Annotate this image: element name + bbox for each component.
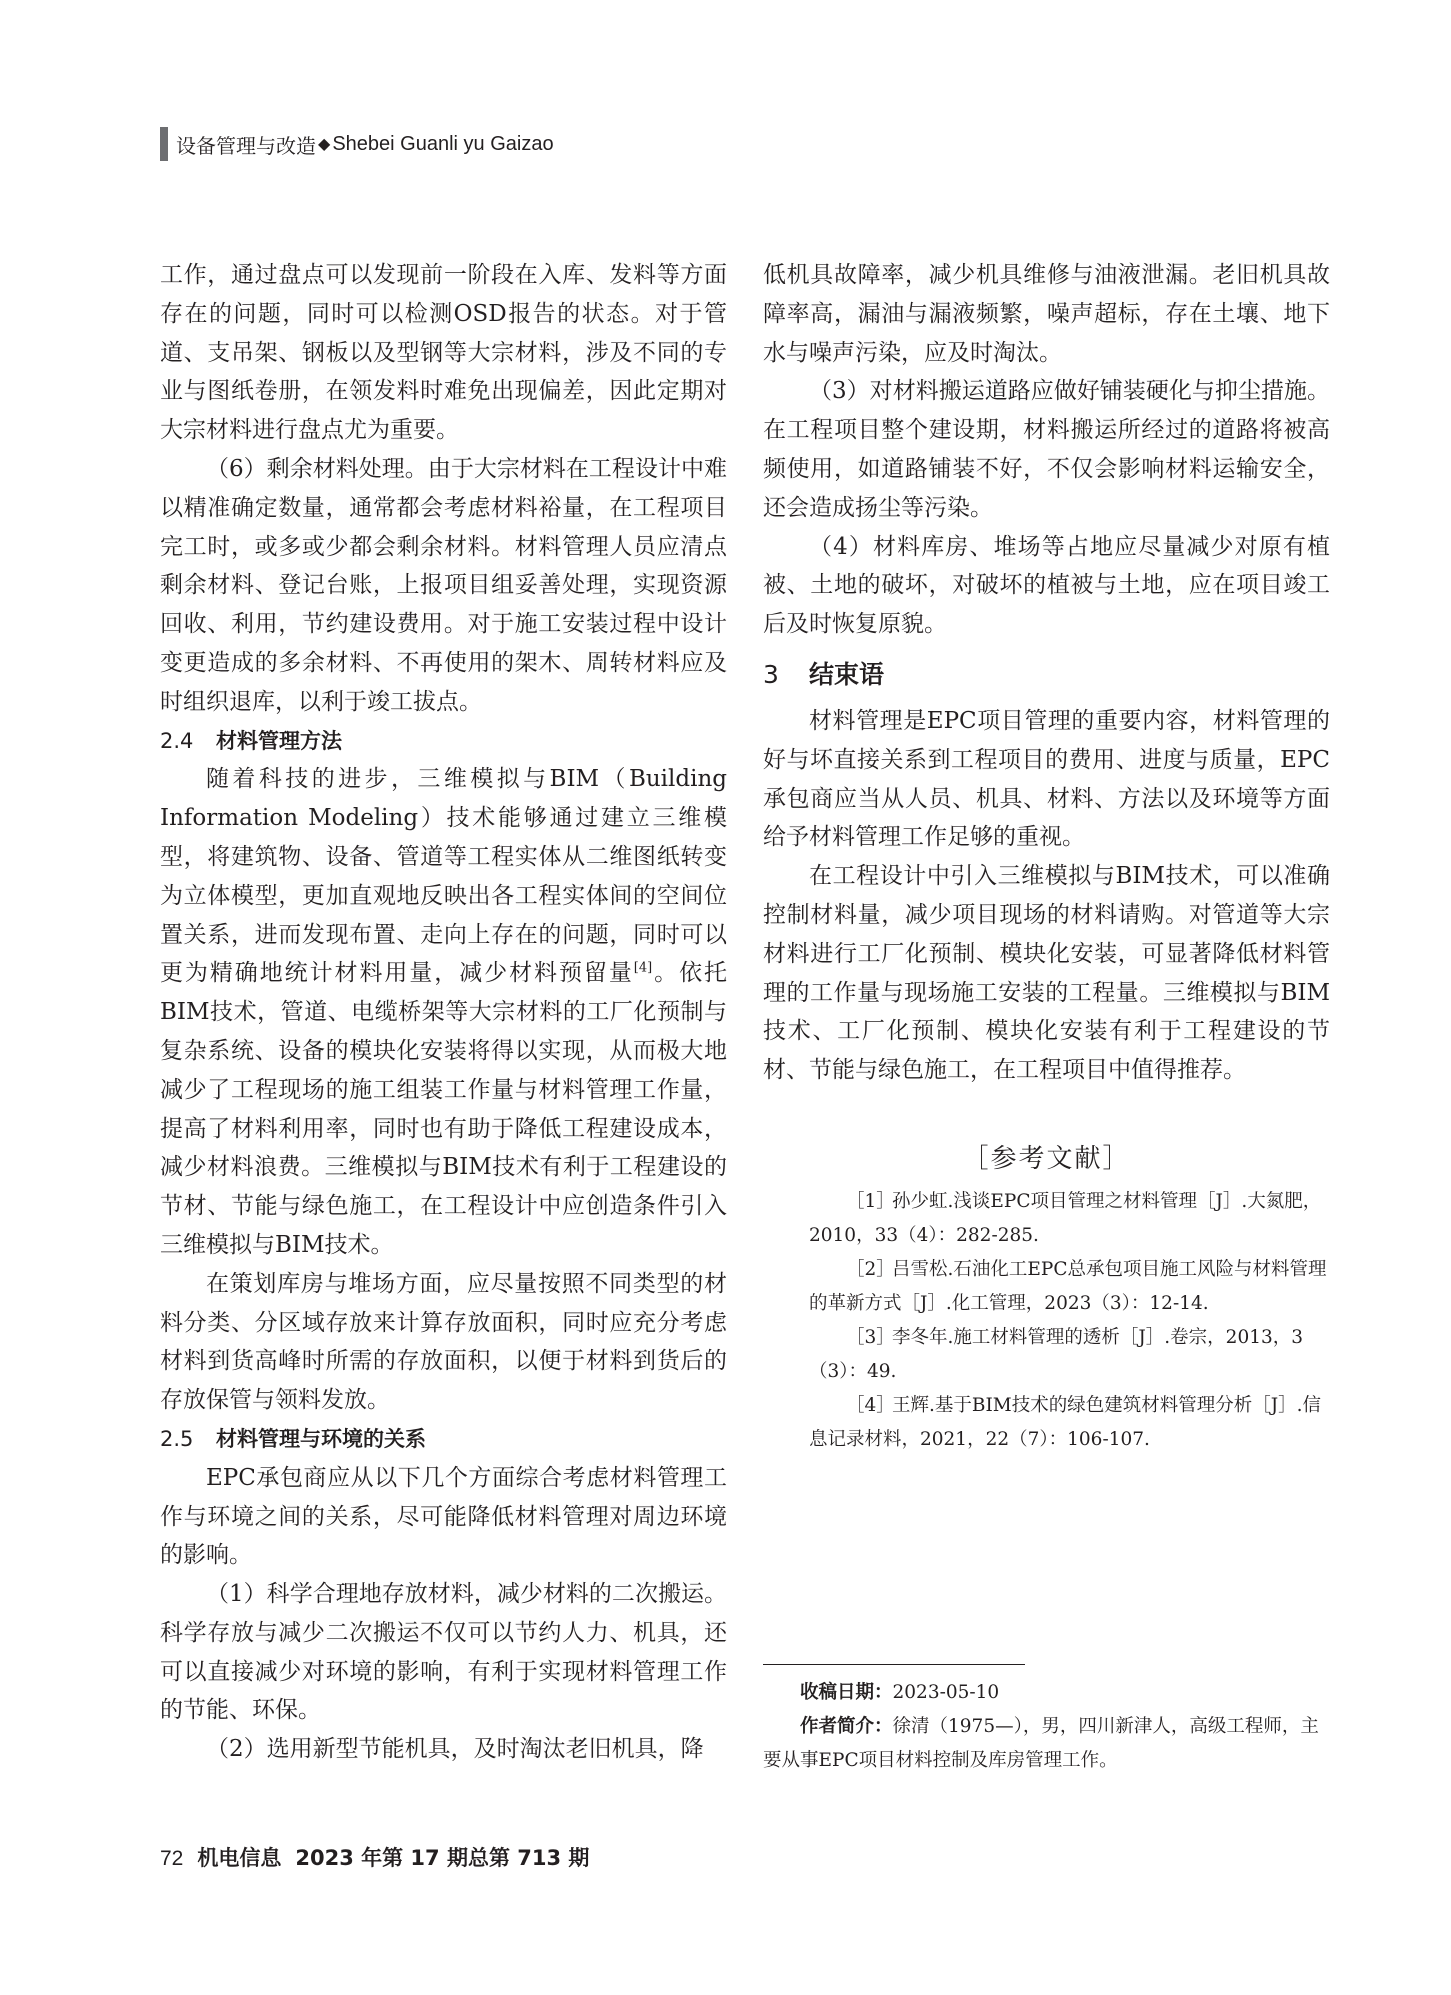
received-value: 2023-05-10 [892, 1682, 1000, 1703]
author-value: 徐清（1975—），男，四川新津人，高级工程师，主要从事EPC项目材料控制及库房管理工作。 [763, 1716, 1319, 1771]
footer-journal: 机电信息 [197, 1846, 282, 1870]
header-journal-pinyin: Shebei Guanli yu Gaizao [332, 132, 554, 155]
section-number: 2.4 [160, 728, 194, 753]
section-title: 材料管理方法 [216, 728, 342, 753]
section-number: 3 [763, 659, 779, 689]
paragraph: 工作，通过盘点可以发现前一阶段在入库、发料等方面存在的问题，同时可以检测OSD报告的状态。对于管道、支吊架、钢板以及型钢等大宗材料，涉及不同的专业与图纸卷册，在领发料时难免出现偏差，因此定期对大宗材料进行盘点尤为重要。 [160, 262, 727, 444]
paragraph: （6）剩余材料处理。由于大宗材料在工程设计中难以精准确定数量，通常都会考虑材料裕量，在工程项目完工时，或多或少都会剩余材料。材料管理人员应清点剩余材料、登记台账，上报项目组妥善处理，实现资源回收、利用，节约建设费用。对于施工安装过程中设计变更造成的多余材料、不再使用的架木、周转材料应及时组织退库，以利于竣工拔点。 [160, 455, 727, 715]
reference-number: ［3］ [846, 1326, 895, 1348]
paragraph: （4）材料库房、堆场等占地应尽量减少对原有植被、土地的破坏，对破坏的植被与土地，应在项目竣工后及时恢复原貌。 [763, 533, 1330, 638]
paragraph [160, 760, 727, 1264]
author-bio [763, 1710, 1330, 1778]
section-title: 结束语 [809, 659, 885, 689]
paragraph-text: 随着科技的进步，三维模拟与BIM（Building Information Modeling）技术能够通过建立三维模型，将建筑物、设备、管道等工程实体从二维图纸转变为立体模型，更加直观地反映出各工程实体间的空间位置关系，进而发现布置、走向上存在的问题，同时可以更为精确地统计材料用量，减少材料预留量 [160, 766, 727, 987]
paragraph: （3）对材料搬运道路应做好铺装硬化与抑尘措施。在工程项目整个建设期，材料搬运所经过的道路将被高频使用，如道路铺装不好，不仅会影响材料运输安全，还会造成扬尘等污染。 [763, 378, 1330, 521]
running-header [160, 128, 554, 160]
received-label: 收稿日期： [800, 1682, 893, 1703]
reference-number: ［4］ [846, 1394, 895, 1416]
right-column [763, 256, 1330, 1457]
reference-item [763, 1389, 1330, 1457]
received-date [763, 1676, 1330, 1710]
author-label: 作者简介： [800, 1716, 893, 1737]
footnote-divider [763, 1664, 1025, 1665]
paragraph: （2）选用新型节能机具，及时淘汰老旧机具，降 [206, 1736, 704, 1763]
section-heading-2-5 [160, 1420, 727, 1459]
paragraph: 在工程设计中引入三维模拟与BIM技术，可以准确控制材料量，减少项目现场的材料请购。对管道等大宗材料进行工厂化预制、模块化安装，可显著降低材料管理的工作量与现场施工安装的工程量。三维模拟与BIM技术、工厂化预制、模块化安装有利于工程建设的节材、节能与绿色施工，在工程项目中值得推荐。 [763, 863, 1330, 1084]
footer-issue: 2023 年第 17 期总第 713 期 [295, 1846, 590, 1870]
paragraph: EPC承包商应从以下几个方面综合考虑材料管理工作与环境之间的关系，尽可能降低材料管理对周边环境的影响。 [160, 1464, 727, 1569]
reference-number: ［2］ [846, 1258, 895, 1280]
reference-item [763, 1253, 1330, 1321]
citation-superscript: [4] [633, 960, 653, 976]
references-title: ［参考文献］ [962, 1143, 1131, 1174]
page-number: 72 [160, 1847, 184, 1870]
header-bar [160, 127, 168, 161]
reference-text: 吕雪松.石油化工EPC总承包项目施工风险与材料管理的革新方式［J］.化工管理，2023（3）：12-14. [809, 1258, 1327, 1314]
paragraph: （1）科学合理地存放材料，减少材料的二次搬运。科学存放与减少二次搬运不仅可以节约人力、机具，还可以直接减少对环境的影响，有利于实现材料管理工作的节能、环保。 [160, 1581, 727, 1724]
left-column [160, 256, 727, 1769]
section-heading-3 [763, 652, 1330, 698]
reference-text: 李冬年.施工材料管理的透析［J］.卷宗，2013，3（3）：49. [809, 1326, 1304, 1382]
reference-list [763, 1185, 1330, 1457]
page-footer [160, 1842, 589, 1872]
section-heading-2-4 [160, 722, 727, 761]
section-number: 2.5 [160, 1426, 194, 1451]
footnote [763, 1676, 1330, 1778]
header-journal-cn: 设备管理与改造 [176, 135, 316, 158]
reference-text: 王辉.基于BIM技术的绿色建筑材料管理分析［J］.信息记录材料，2021，22（7）：106-107. [809, 1394, 1322, 1450]
paragraph: 在策划库房与堆场方面，应尽量按照不同类型的材料分类、分区域存放来计算存放面积，同时应充分考虑材料到货高峰时所需的存放面积，以便于材料到货后的存放保管与领料发放。 [160, 1270, 727, 1414]
section-title: 材料管理与环境的关系 [216, 1426, 426, 1451]
reference-item [763, 1321, 1330, 1389]
reference-item [763, 1185, 1330, 1253]
reference-number: ［1］ [846, 1190, 895, 1212]
paragraph-text: 。依托BIM技术，管道、电缆桥架等大宗材料的工厂化预制与复杂系统、设备的模块化安装将得以实现，从而极大地减少了工程现场的施工组装工作量与材料管理工作量，提高了材料利用率，同时也有助于降低工程建设成本，减少材料浪费。三维模拟与BIM技术有利于工程建设的节材、节能与绿色施工，在工程设计中应创造条件引入三维模拟与BIM技术。 [160, 960, 728, 1258]
diamond-icon: ◆ [318, 136, 331, 153]
paragraph: 材料管理是EPC项目管理的重要内容，材料管理的好与坏直接关系到工程项目的费用、进度与质量，EPC承包商应当从人员、机具、材料、方法以及环境等方面给予材料管理工作足够的重视。 [763, 707, 1330, 851]
reference-text: 孙少虹.浅谈EPC项目管理之材料管理［J］.大氮肥，2010，33（4）：282-285. [809, 1190, 1322, 1246]
paragraph: 低机具故障率，减少机具维修与油液泄漏。老旧机具故障率高，漏油与漏液频繁，噪声超标，存在土壤、地下水与噪声污染，应及时淘汰。 [763, 262, 1330, 366]
